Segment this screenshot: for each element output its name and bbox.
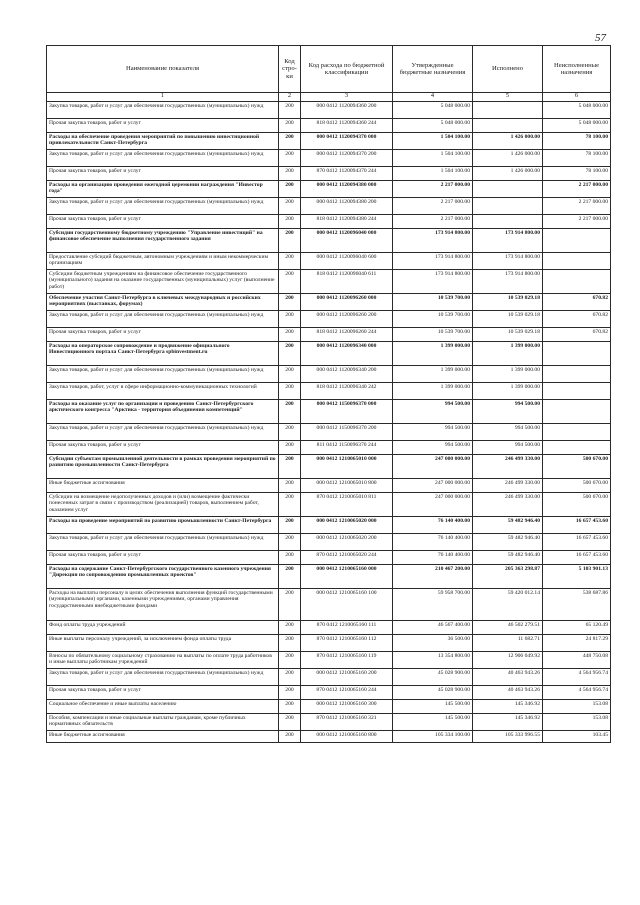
executed-cell: 173 914 800.00: [473, 229, 543, 253]
row-code-cell: 200: [279, 342, 301, 366]
unexecuted-cell: 5 048 000.00: [543, 102, 611, 119]
row-name-cell: Закупка товаров, работ и услуг для обеспечения государственных (муниципальных) нужд: [47, 424, 279, 441]
classification-cell: 000 0412 1210065160 000: [301, 565, 393, 589]
executed-cell: 145 346.92: [473, 700, 543, 714]
approved-cell: 45 028 900.00: [393, 686, 473, 700]
table-row: [47, 551, 611, 565]
unexecuted-cell: 4 564 956.74: [543, 686, 611, 700]
row-name-cell: Расходы на организацию проведения ежегодной церемонии награждения "Инвестор года": [47, 181, 279, 198]
table-row: [47, 479, 611, 493]
approved-cell: 210 467 200.00: [393, 565, 473, 589]
column-number: 6: [543, 93, 611, 102]
executed-cell: 10 539 029.18: [473, 328, 543, 342]
classification-cell: 000 0412 1120096260 000: [301, 294, 393, 311]
classification-cell: 000 0412 1120094380 200: [301, 198, 393, 215]
approved-cell: 994 500.00: [393, 400, 473, 424]
row-name-cell: Расходы на операторское сопровождение и продвижение официального Инвестиционного портала Санкт-Петербурга spbinvestment.ru: [47, 342, 279, 366]
table-row: [47, 102, 611, 119]
row-name-cell: Фонд оплаты труда учреждений: [47, 621, 279, 635]
table-row: [47, 400, 611, 424]
table-row: [47, 311, 611, 328]
table-row: [47, 383, 611, 400]
unexecuted-cell: 78 100.00: [543, 167, 611, 181]
approved-cell: 1 504 100.00: [393, 167, 473, 181]
approved-cell: 247 000 000.00: [393, 493, 473, 517]
row-code-cell: 200: [279, 686, 301, 700]
header-classification: Код расхода по бюджетной классификации: [301, 46, 393, 93]
unexecuted-cell: [543, 400, 611, 424]
classification-cell: 000 0412 1210065010 800: [301, 479, 393, 493]
executed-cell: 1 399 000.00: [473, 366, 543, 383]
executed-cell: 1 426 000.00: [473, 150, 543, 167]
unexecuted-cell: 5 103 901.13: [543, 565, 611, 589]
classification-cell: 000 0412 1210065160 800: [301, 731, 393, 743]
row-code-cell: 200: [279, 294, 301, 311]
unexecuted-cell: [543, 424, 611, 441]
column-number: 1: [47, 93, 279, 102]
approved-cell: 1 504 100.00: [393, 150, 473, 167]
table-row: [47, 294, 611, 311]
table-row: [47, 441, 611, 455]
table-row: [47, 328, 611, 342]
approved-cell: 76 140 400.00: [393, 517, 473, 534]
table-row: [47, 517, 611, 534]
unexecuted-cell: 24 817.29: [543, 635, 611, 652]
row-name-cell: Прочая закупка товаров, работ и услуг: [47, 328, 279, 342]
row-name-cell: Расходы на оказание услуг по организации и проведению Санкт-Петербургского арктического конгресса "Арктика - территория объединения компетенций": [47, 400, 279, 424]
approved-cell: 2 217 000.00: [393, 215, 473, 229]
executed-cell: [473, 181, 543, 198]
row-code-cell: 200: [279, 621, 301, 635]
approved-cell: 994 500.00: [393, 424, 473, 441]
row-name-cell: Взносы по обязательному социальному страхованию на выплаты по оплате труда работников и иные выплаты работникам учреждений: [47, 652, 279, 669]
unexecuted-cell: [543, 270, 611, 294]
row-name-cell: Расходы на выплаты персоналу в целях обеспечения выполнения функций государственными (муниципальными) органами, казенными учреждениями, органами управления государственными внебюджетными фондами: [47, 589, 279, 621]
executed-cell: 246 499 330.00: [473, 455, 543, 479]
row-code-cell: 200: [279, 270, 301, 294]
row-code-cell: 200: [279, 652, 301, 669]
row-code-cell: 200: [279, 534, 301, 551]
classification-cell: 000 0412 1120094370 200: [301, 150, 393, 167]
row-name-cell: Пособия, компенсации и иные социальные выплаты гражданам, кроме публичных нормативных обязательств: [47, 714, 279, 731]
unexecuted-cell: [543, 253, 611, 270]
approved-cell: 5 048 000.00: [393, 102, 473, 119]
executed-cell: 246 499 330.00: [473, 493, 543, 517]
table-row: [47, 229, 611, 253]
row-code-cell: 200: [279, 700, 301, 714]
row-code-cell: 200: [279, 253, 301, 270]
executed-cell: 205 363 298.87: [473, 565, 543, 589]
row-name-cell: Субсидии бюджетным учреждениям на финансовое обеспечение государственного (муниципального) задания на оказание государственных (муниципальных) услуг (выполнение работ): [47, 270, 279, 294]
classification-cell: 000 0412 1120096040 000: [301, 229, 393, 253]
unexecuted-cell: [543, 441, 611, 455]
row-code-cell: 200: [279, 400, 301, 424]
approved-cell: 173 914 800.00: [393, 253, 473, 270]
classification-cell: 818 0412 1120096340 242: [301, 383, 393, 400]
approved-cell: 145 500.00: [393, 714, 473, 731]
row-code-cell: 200: [279, 198, 301, 215]
row-name-cell: Иные бюджетные ассигнования: [47, 479, 279, 493]
row-code-cell: 200: [279, 669, 301, 686]
executed-cell: 1 426 000.00: [473, 167, 543, 181]
row-code-cell: 200: [279, 181, 301, 198]
row-name-cell: Закупка товаров, работ, услуг в сфере информационно-коммуникационных технологий: [47, 383, 279, 400]
row-name-cell: Иные выплаты персоналу учреждений, за исключением фонда оплаты труда: [47, 635, 279, 652]
unexecuted-cell: [543, 383, 611, 400]
table-row: [47, 621, 611, 635]
unexecuted-cell: [543, 366, 611, 383]
row-code-cell: 200: [279, 215, 301, 229]
unexecuted-cell: 103.45: [543, 731, 611, 743]
unexecuted-cell: 2 217 000.00: [543, 181, 611, 198]
approved-cell: 45 028 900.00: [393, 669, 473, 686]
classification-cell: 000 0412 1210065160 200: [301, 669, 393, 686]
classification-cell: 000 0412 1210065160 100: [301, 589, 393, 621]
row-code-cell: 200: [279, 493, 301, 517]
row-name-cell: Прочая закупка товаров, работ и услуг: [47, 441, 279, 455]
table-header-row: [47, 46, 611, 93]
row-code-cell: 200: [279, 517, 301, 534]
row-name-cell: Закупка товаров, работ и услуг для обеспечения государственных (муниципальных) нужд: [47, 366, 279, 383]
row-code-cell: 200: [279, 150, 301, 167]
table-row: [47, 198, 611, 215]
executed-cell: 145 346.92: [473, 714, 543, 731]
unexecuted-cell: 5 048 000.00: [543, 119, 611, 133]
unexecuted-cell: 670.82: [543, 294, 611, 311]
approved-cell: 1 399 000.00: [393, 366, 473, 383]
row-code-cell: 200: [279, 328, 301, 342]
classification-cell: 870 0412 1210065020 244: [301, 551, 393, 565]
executed-cell: 1 399 000.00: [473, 342, 543, 366]
unexecuted-cell: 153.08: [543, 714, 611, 731]
approved-cell: 59 958 700.00: [393, 589, 473, 621]
row-name-cell: Иные бюджетные ассигнования: [47, 731, 279, 743]
unexecuted-cell: 670.82: [543, 311, 611, 328]
row-name-cell: Прочая закупка товаров, работ и услуг: [47, 551, 279, 565]
table-row: [47, 366, 611, 383]
executed-cell: [473, 215, 543, 229]
row-name-cell: Расходы на проведение мероприятий по развитию промышленности Санкт-Петербурга: [47, 517, 279, 534]
executed-cell: 10 539 029.18: [473, 294, 543, 311]
table-row: [47, 714, 611, 731]
row-name-cell: Предоставление субсидий бюджетным, автономным учреждениям и иным некоммерческим организациям: [47, 253, 279, 270]
unexecuted-cell: 500 670.00: [543, 479, 611, 493]
classification-cell: 000 0412 1120096260 200: [301, 311, 393, 328]
executed-cell: 173 914 800.00: [473, 253, 543, 270]
unexecuted-cell: 4 564 956.74: [543, 669, 611, 686]
table-row: [47, 534, 611, 551]
row-name-cell: Прочая закупка товаров, работ и услуг: [47, 686, 279, 700]
row-name-cell: Субсидии государственному бюджетному учреждению "Управление инвестиций" на финансовое обеспечение выполнения государственного задания: [47, 229, 279, 253]
row-code-cell: 200: [279, 383, 301, 400]
approved-cell: 2 217 000.00: [393, 181, 473, 198]
executed-cell: 105 333 996.55: [473, 731, 543, 743]
table-row: [47, 652, 611, 669]
column-number: 2: [279, 93, 301, 102]
executed-cell: 994 500.00: [473, 424, 543, 441]
approved-cell: 36 500.00: [393, 635, 473, 652]
classification-cell: 870 0412 1210065160 321: [301, 714, 393, 731]
unexecuted-cell: 2 217 000.00: [543, 198, 611, 215]
approved-cell: 173 914 800.00: [393, 229, 473, 253]
row-name-cell: Расходы на содержание Санкт-Петербургского государственного казенного учреждения "Дирекция по сопровождению промышленных проектов": [47, 565, 279, 589]
approved-cell: 2 217 000.00: [393, 198, 473, 215]
approved-cell: 247 000 000.00: [393, 455, 473, 479]
row-code-cell: 200: [279, 714, 301, 731]
executed-cell: 59 420 012.14: [473, 589, 543, 621]
header-approved: Утвержденные бюджетные назначения: [393, 46, 473, 93]
classification-cell: 818 0412 1120096040 611: [301, 270, 393, 294]
table-row: [47, 589, 611, 621]
unexecuted-cell: 78 100.00: [543, 150, 611, 167]
row-name-cell: Закупка товаров, работ и услуг для обеспечения государственных (муниципальных) нужд: [47, 198, 279, 215]
executed-cell: 173 914 800.00: [473, 270, 543, 294]
classification-cell: 000 0412 1120094370 000: [301, 133, 393, 150]
classification-cell: 870 0412 1210065160 119: [301, 652, 393, 669]
unexecuted-cell: 500 670.00: [543, 455, 611, 479]
row-name-cell: Обеспечение участия Санкт-Петербурга в ключевых международных и российских мероприятиях (выставках, форумах): [47, 294, 279, 311]
budget-execution-table: [46, 45, 611, 743]
row-code-cell: 200: [279, 311, 301, 328]
unexecuted-cell: 538 687.86: [543, 589, 611, 621]
executed-cell: 59 482 946.40: [473, 517, 543, 534]
unexecuted-cell: 78 100.00: [543, 133, 611, 150]
row-code-cell: 200: [279, 441, 301, 455]
table-row: [47, 493, 611, 517]
approved-cell: 145 500.00: [393, 700, 473, 714]
approved-cell: 1 504 100.00: [393, 133, 473, 150]
column-number: 3: [301, 93, 393, 102]
approved-cell: 76 140 400.00: [393, 551, 473, 565]
executed-cell: 12 906 049.92: [473, 652, 543, 669]
executed-cell: 46 502 279.51: [473, 621, 543, 635]
unexecuted-cell: [543, 229, 611, 253]
executed-cell: 1 399 000.00: [473, 383, 543, 400]
row-code-cell: 200: [279, 366, 301, 383]
column-number: 4: [393, 93, 473, 102]
row-code-cell: 200: [279, 731, 301, 743]
unexecuted-cell: 16 657 453.60: [543, 517, 611, 534]
classification-cell: 000 0412 1120096340 000: [301, 342, 393, 366]
classification-cell: 818 0412 1120094380 244: [301, 215, 393, 229]
table-row: [47, 133, 611, 150]
row-code-cell: 200: [279, 635, 301, 652]
approved-cell: 1 399 000.00: [393, 383, 473, 400]
executed-cell: [473, 102, 543, 119]
approved-cell: 105 334 100.00: [393, 731, 473, 743]
approved-cell: 10 539 700.00: [393, 294, 473, 311]
row-code-cell: 200: [279, 565, 301, 589]
header-row-code: Код стро-ки: [279, 46, 301, 93]
table-row: [47, 565, 611, 589]
approved-cell: 247 000 000.00: [393, 479, 473, 493]
executed-cell: 10 539 029.18: [473, 311, 543, 328]
executed-cell: [473, 119, 543, 133]
header-name: Наименование показателя: [47, 46, 279, 93]
table-row: [47, 424, 611, 441]
classification-cell: 000 0412 1120094380 000: [301, 181, 393, 198]
classification-cell: 000 0412 1120094360 200: [301, 102, 393, 119]
row-name-cell: Прочая закупка товаров, работ и услуг: [47, 119, 279, 133]
classification-cell: 000 0412 1210065020 200: [301, 534, 393, 551]
executed-cell: 246 499 330.00: [473, 479, 543, 493]
unexecuted-cell: 16 657 453.60: [543, 534, 611, 551]
table-row: [47, 215, 611, 229]
executed-cell: [473, 198, 543, 215]
row-code-cell: 200: [279, 479, 301, 493]
row-code-cell: 200: [279, 133, 301, 150]
table-row: [47, 635, 611, 652]
table-row: [47, 669, 611, 686]
table-row: [47, 686, 611, 700]
row-name-cell: Прочая закупка товаров, работ и услуг: [47, 215, 279, 229]
row-name-cell: Закупка товаров, работ и услуг для обеспечения государственных (муниципальных) нужд: [47, 534, 279, 551]
table-row: [47, 181, 611, 198]
row-code-cell: 200: [279, 551, 301, 565]
column-number: 5: [473, 93, 543, 102]
executed-cell: 1 426 000.00: [473, 133, 543, 150]
approved-cell: 10 539 700.00: [393, 328, 473, 342]
table-row: [47, 150, 611, 167]
page-number: 57: [595, 32, 606, 44]
classification-cell: 000 0412 1210065020 000: [301, 517, 393, 534]
row-name-cell: Социальное обеспечение и иные выплаты населению: [47, 700, 279, 714]
unexecuted-cell: 448 750.08: [543, 652, 611, 669]
row-code-cell: 200: [279, 167, 301, 181]
classification-cell: 000 0412 1120096040 600: [301, 253, 393, 270]
executed-cell: 994 500.00: [473, 441, 543, 455]
table-row: [47, 270, 611, 294]
unexecuted-cell: 500 670.00: [543, 493, 611, 517]
executed-cell: 59 482 946.40: [473, 551, 543, 565]
table-row: [47, 253, 611, 270]
approved-cell: 5 048 000.00: [393, 119, 473, 133]
classification-cell: 870 0412 1210065160 111: [301, 621, 393, 635]
approved-cell: 13 354 800.00: [393, 652, 473, 669]
row-name-cell: Расходы на обеспечение проведения мероприятий по повышению инвестиционной привлекательности Санкт-Петербурга: [47, 133, 279, 150]
table-row: [47, 342, 611, 366]
approved-cell: 1 399 000.00: [393, 342, 473, 366]
row-code-cell: 200: [279, 424, 301, 441]
classification-cell: 000 0412 1210065010 000: [301, 455, 393, 479]
classification-cell: 818 0412 1120094360 244: [301, 119, 393, 133]
row-name-cell: Субсидии субъектам промышленной деятельности в рамках проведения мероприятий по развитию промышленности Санкт-Петербурга: [47, 455, 279, 479]
table-row: [47, 167, 611, 181]
approved-cell: 173 914 800.00: [393, 270, 473, 294]
row-name-cell: Закупка товаров, работ и услуг для обеспечения государственных (муниципальных) нужд: [47, 311, 279, 328]
classification-cell: 000 0412 1150096370 200: [301, 424, 393, 441]
unexecuted-cell: 153.08: [543, 700, 611, 714]
row-name-cell: Прочая закупка товаров, работ и услуг: [47, 167, 279, 181]
table-body: [47, 102, 611, 743]
executed-cell: 11 682.71: [473, 635, 543, 652]
row-name-cell: Закупка товаров, работ и услуг для обеспечения государственных (муниципальных) нужд: [47, 150, 279, 167]
classification-cell: 870 0412 1210065160 112: [301, 635, 393, 652]
approved-cell: 46 567 400.00: [393, 621, 473, 635]
unexecuted-cell: 16 657 453.60: [543, 551, 611, 565]
header-executed: Исполнено: [473, 46, 543, 93]
table-row: [47, 700, 611, 714]
column-number-row: [47, 93, 611, 102]
classification-cell: 870 0412 1120094370 244: [301, 167, 393, 181]
row-code-cell: 200: [279, 102, 301, 119]
table-row: [47, 119, 611, 133]
unexecuted-cell: 65 120.49: [543, 621, 611, 635]
row-code-cell: 200: [279, 229, 301, 253]
executed-cell: 40 463 943.26: [473, 686, 543, 700]
header-unexecuted: Неисполненные назначения: [543, 46, 611, 93]
row-name-cell: Субсидии на возмещение недополученных доходов и (или) возмещение фактически понесенных затрат в связи с производством (реализацией) товаров, выполнением работ, оказанием услуг: [47, 493, 279, 517]
row-name-cell: Закупка товаров, работ и услуг для обеспечения государственных (муниципальных) нужд: [47, 669, 279, 686]
classification-cell: 811 0412 1150096370 244: [301, 441, 393, 455]
executed-cell: 40 463 943.26: [473, 669, 543, 686]
approved-cell: 994 500.00: [393, 441, 473, 455]
table-row: [47, 731, 611, 743]
unexecuted-cell: 2 217 000.00: [543, 215, 611, 229]
row-code-cell: 200: [279, 119, 301, 133]
approved-cell: 10 539 700.00: [393, 311, 473, 328]
classification-cell: 870 0412 1210065010 811: [301, 493, 393, 517]
classification-cell: 000 0412 1150096370 000: [301, 400, 393, 424]
classification-cell: 870 0412 1210065160 244: [301, 686, 393, 700]
approved-cell: 76 140 400.00: [393, 534, 473, 551]
classification-cell: 000 0412 1120096340 200: [301, 366, 393, 383]
row-name-cell: Закупка товаров, работ и услуг для обеспечения государственных (муниципальных) нужд: [47, 102, 279, 119]
unexecuted-cell: [543, 342, 611, 366]
executed-cell: 59 482 946.40: [473, 534, 543, 551]
row-code-cell: 200: [279, 589, 301, 621]
row-code-cell: 200: [279, 455, 301, 479]
classification-cell: 000 0412 1210065160 300: [301, 700, 393, 714]
table-row: [47, 455, 611, 479]
classification-cell: 818 0412 1120096260 244: [301, 328, 393, 342]
unexecuted-cell: 670.82: [543, 328, 611, 342]
executed-cell: 994 500.00: [473, 400, 543, 424]
